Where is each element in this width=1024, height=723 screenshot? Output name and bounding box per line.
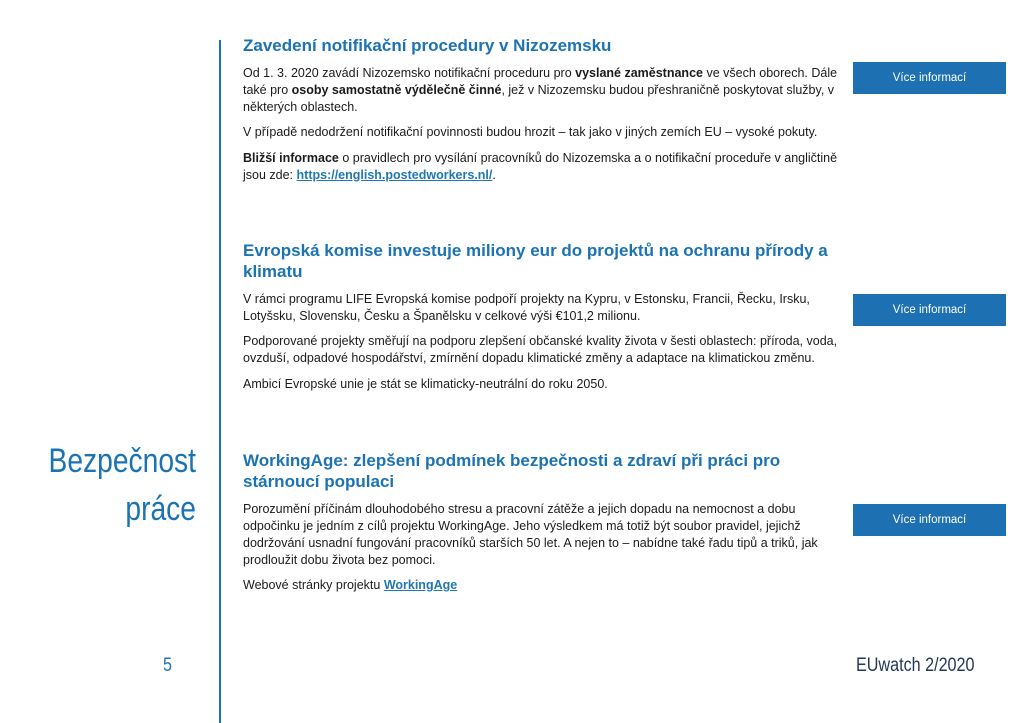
text-run: Ambicí Evropské unie je stát se klimaticky-neutrální do roku 2050. <box>243 376 608 391</box>
more-info-button[interactable] <box>853 294 1006 326</box>
section-title-line-1: Bezpečnost <box>48 442 196 480</box>
article-paragraph <box>243 333 845 367</box>
text-run: V rámci programu LIFE Evropská komise podpoří projekty na Kypru, v Estonsku, Francii, Řecku, Irsku, Lotyšsku, Slovensku, Česku a Španělsku v celkové výši €101,2 milionu. <box>243 291 810 323</box>
bold-text-run: vyslané zaměstnance <box>575 65 703 80</box>
more-info-button-label: Více informací <box>892 514 967 526</box>
text-run: o pravidlech pro vysílání pracovníků do Nizozemska a o notifikační proceduře v angličtině jsou zde: <box>243 150 838 182</box>
article-paragraph <box>243 65 845 116</box>
article-netherlands-notification <box>243 35 845 192</box>
more-info-button-label: Více informací <box>892 72 967 84</box>
text-run: ve všech oborech. Dále také pro <box>243 65 838 97</box>
more-info-button-label: Více informací <box>892 304 967 316</box>
text-run: . <box>492 167 496 182</box>
bold-text-run: Bližší informace <box>243 150 339 165</box>
article-heading: WorkingAge: zlepšení podmínek bezpečnosti a zdraví při práci pro stárnoucí populaci <box>243 451 781 491</box>
bold-text-run: osoby samostatně výdělečně činné <box>291 82 502 97</box>
text-run: , jež v Nizozemsku budou přeshraničně poskytovat služby, v některých oblastech. <box>243 82 835 114</box>
article-paragraph <box>243 291 845 325</box>
article-paragraph <box>243 577 845 594</box>
article-life-programme <box>243 240 845 401</box>
section-title <box>0 437 196 533</box>
more-info-button[interactable] <box>853 62 1006 94</box>
workingage-link[interactable]: WorkingAge <box>383 578 458 592</box>
text-run: Porozumění příčinám dlouhodobého stresu a pracovní zátěže a jejich dopadu na nemocnost a dobu odpočinku je jedním z cílů projektu WorkingAge. Jeho výsledkem má totiž být soubor pravidel, jejichž dodržování usnadní fungování pracovníků starších 50 let. A nejen to – nabídne také řadu tipů a triků, jak prodloužit dobu života bez pomoci. <box>243 501 818 567</box>
text-run: Od 1. 3. 2020 zavádí Nizozemsko notifikační proceduru pro <box>243 65 576 80</box>
text-run: Webové stránky projektu <box>243 578 384 592</box>
article-heading: Zavedení notifikační procedury v Nizozemsku <box>243 36 612 55</box>
publication-name: EUwatch 2/2020 <box>856 655 975 676</box>
text-run: Podporované projekty směřují na podporu zlepšení občanské kvality života v šesti oblastech: příroda, voda, ovzduší, odpadové hospodářství, zmírnění dopadu klimatické změny a adaptace na klimatickou změnu. <box>243 334 838 365</box>
article-heading: Evropská komise investuje miliony eur do projektů na ochranu přírody a klimatu <box>243 241 828 281</box>
article-paragraph <box>243 150 845 184</box>
text-run: V případě nedodržení notifikační povinnosti budou hrozit – tak jako v jiných zemích EU – vysoké pokuty. <box>243 125 818 139</box>
column-divider-line <box>219 40 221 723</box>
more-info-button[interactable] <box>853 504 1006 536</box>
article-paragraph <box>243 501 845 569</box>
article-workingage <box>243 450 845 603</box>
postedworkers-link[interactable]: https://english.postedworkers.nl/ <box>296 167 493 182</box>
page-number: 5 <box>163 655 172 676</box>
section-title-line-2: práce <box>125 490 196 528</box>
article-paragraph <box>243 376 845 393</box>
article-paragraph <box>243 124 845 141</box>
